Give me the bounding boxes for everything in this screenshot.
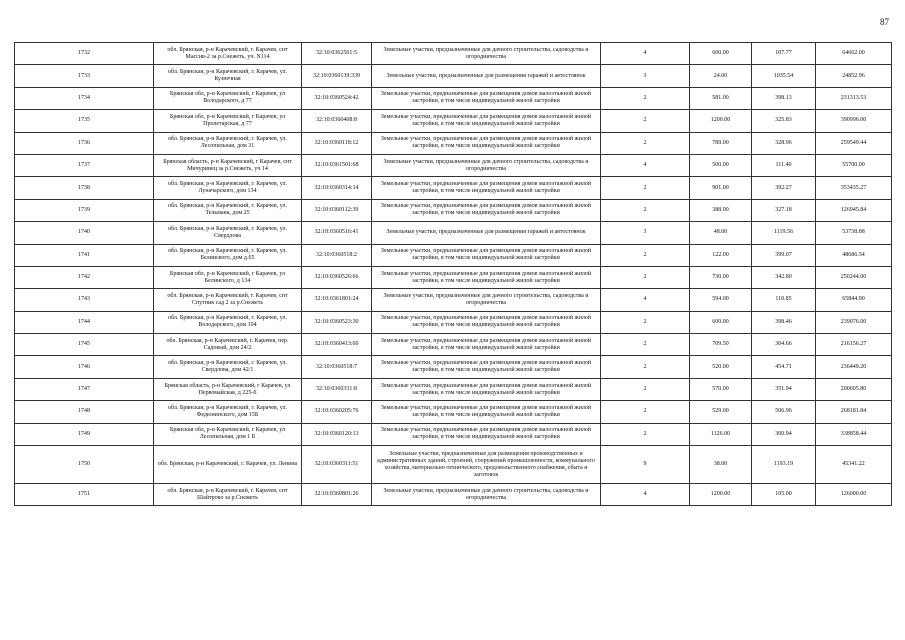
land-use-cell: Земельные участки, предназначенные для размещения домов малоэтажной жилой застройки, в том числе индивидуальной жилой застройки	[372, 266, 601, 288]
table-row	[15, 401, 892, 423]
cadastral-number-cell: 32:10:0360516:41	[302, 222, 372, 244]
row-number-cell: 1749	[15, 423, 154, 445]
address-cell: обл. Брянская, р-н Карачевский, г. Карачев, снт Шайтрово за р.Снежеть	[154, 484, 302, 506]
land-use-cell: Земельные участки, предназначенные для дачного строительства, садоводства и огородничества	[372, 289, 601, 311]
table-row	[15, 356, 892, 378]
group-cell: 2	[601, 110, 690, 132]
rate-cell: 300.94	[752, 423, 816, 445]
group-cell: 2	[601, 177, 690, 199]
area-cell: 388.00	[690, 199, 752, 221]
cadastral-value-cell: 390996.00	[816, 110, 892, 132]
address-cell: Брянская обл, р-н Карачевский, г Карачев, ул Белинского, д 134	[154, 266, 302, 288]
cadastral-number-cell: 32:10:0360526:66	[302, 266, 372, 288]
area-cell: 709.50	[690, 334, 752, 356]
address-cell: обл. Брянская, р-н Карачевский, г. Карачев, ул. Луначарского, дом 134	[154, 177, 302, 199]
cadastral-number-cell: 32:10:0360118:12	[302, 132, 372, 154]
row-number-cell: 1737	[15, 154, 154, 176]
address-cell: обл. Брянская, р-н Карачевский, г. Карачев, ул. Свердлова, дом 42/1	[154, 356, 302, 378]
rate-cell: 1035.54	[752, 65, 816, 87]
cadastral-number-cell: 32:10:0360524:42	[302, 87, 372, 109]
table-row	[15, 87, 892, 109]
cadastral-number-cell: 32:10:0360801:26	[302, 484, 372, 506]
area-cell: 901.00	[690, 177, 752, 199]
address-cell: обл. Брянская, р-н Карачевский, г. Карачев, снт Спутник сад 2 за р.Снежеть	[154, 289, 302, 311]
group-cell: 2	[601, 423, 690, 445]
rate-cell: 107.77	[752, 43, 816, 65]
cadastral-value-cell: 231313.53	[816, 87, 892, 109]
table-row	[15, 423, 892, 445]
page-number: 87	[880, 17, 889, 27]
cadastral-value-cell: 55700.00	[816, 154, 892, 176]
address-cell: Брянская обл, р-н Карачевский, г Карачев, ул Пролетарская, д 77	[154, 110, 302, 132]
land-use-cell: Земельные участки, предназначенные для размещения домов малоэтажной жилой застройки, в том числе индивидуальной жилой застройки	[372, 401, 601, 423]
row-number-cell: 1748	[15, 401, 154, 423]
area-cell: 500.00	[690, 154, 752, 176]
group-cell: 2	[601, 356, 690, 378]
cadastral-value-cell: 64662.00	[816, 43, 892, 65]
cadastral-value-cell: 48686.54	[816, 244, 892, 266]
cadastral-number-cell: 32:10:0360139:339	[302, 65, 372, 87]
address-cell: обл. Брянская, р-н Карачевский, г. Карачев, ул. Володарского, дом 104	[154, 311, 302, 333]
land-use-cell: Земельные участки, предназначенные для размещения домов малоэтажной жилой застройки, в том числе индивидуальной жилой застройки	[372, 356, 601, 378]
area-cell: 38.00	[690, 446, 752, 484]
table-row	[15, 222, 892, 244]
group-cell: 4	[601, 484, 690, 506]
rate-cell: 325.83	[752, 110, 816, 132]
group-cell: 9	[601, 446, 690, 484]
land-use-cell: Земельные участки, предназначенные для размещения домов малоэтажной жилой застройки, в том числе индивидуальной жилой застройки	[372, 311, 601, 333]
group-cell: 3	[601, 65, 690, 87]
group-cell: 4	[601, 43, 690, 65]
group-cell: 4	[601, 289, 690, 311]
group-cell: 2	[601, 87, 690, 109]
table-row	[15, 199, 892, 221]
row-number-cell: 1747	[15, 378, 154, 400]
rate-cell: 105.00	[752, 484, 816, 506]
area-cell: 24.00	[690, 65, 752, 87]
rate-cell: 110.85	[752, 289, 816, 311]
table-row	[15, 154, 892, 176]
row-number-cell: 1739	[15, 199, 154, 221]
row-number-cell: 1750	[15, 446, 154, 484]
land-parcels-table	[14, 42, 892, 506]
cadastral-number-cell: 32:10:0360120:13	[302, 423, 372, 445]
area-cell: 789.00	[690, 132, 752, 154]
group-cell: 2	[601, 378, 690, 400]
land-use-cell: Земельные участки, предназначенные для размещения домов малоэтажной жилой застройки, в том числе индивидуальной жилой застройки	[372, 132, 601, 154]
address-cell: обл. Брянская, р-н Карачевский, г. Карачев, ул. Кузнечная	[154, 65, 302, 87]
rate-cell: 351.94	[752, 378, 816, 400]
row-number-cell: 1738	[15, 177, 154, 199]
table-row	[15, 289, 892, 311]
area-cell: 581.00	[690, 87, 752, 109]
land-use-cell: Земельные участки, предназначенные для дачного строительства, садоводства и огородничества	[372, 484, 601, 506]
row-number-cell: 1744	[15, 311, 154, 333]
row-number-cell: 1746	[15, 356, 154, 378]
address-cell: Брянская область, р-н Карачевский, г Карачев, снт Мичуринец за р.Снежеть, уч 14	[154, 154, 302, 176]
cadastral-value-cell: 236449.20	[816, 356, 892, 378]
rate-cell: 1193.19	[752, 446, 816, 484]
area-cell: 1200.00	[690, 110, 752, 132]
address-cell: обл. Брянская, р-н Карачевский, г. Карачев, ул. Ленина	[154, 446, 302, 484]
row-number-cell: 1751	[15, 484, 154, 506]
cadastral-number-cell: 32:10:0360413:60	[302, 334, 372, 356]
row-number-cell: 1745	[15, 334, 154, 356]
land-use-cell: Земельные участки, предназначенные для размещения домов малоэтажной жилой застройки, в том числе индивидуальной жилой застройки	[372, 110, 601, 132]
land-use-cell: Земельные участки, предназначенные для размещения домов малоэтажной жилой застройки, в том числе индивидуальной жилой застройки	[372, 378, 601, 400]
cadastral-number-cell: 32:10:0360523:30	[302, 311, 372, 333]
cadastral-value-cell: 65844.90	[816, 289, 892, 311]
cadastral-value-cell: 24852.96	[816, 65, 892, 87]
address-cell: Брянская область, р-н Карачевский, г Карачев, ул Первомайская, д 225-б	[154, 378, 302, 400]
cadastral-value-cell: 353435.27	[816, 177, 892, 199]
table-row	[15, 378, 892, 400]
area-cell: 1126.00	[690, 423, 752, 445]
group-cell: 2	[601, 199, 690, 221]
row-number-cell: 1740	[15, 222, 154, 244]
address-cell: обл. Брянская, р-н Карачевский, г. Карачев, снт Массив-2 за р.Снежеть, уч. N114	[154, 43, 302, 65]
group-cell: 2	[601, 132, 690, 154]
cadastral-number-cell: 32:10:0361801:24	[302, 289, 372, 311]
cadastral-number-cell: 32:10:0360518:2	[302, 244, 372, 266]
cadastral-value-cell: 268181.84	[816, 401, 892, 423]
area-cell: 600.00	[690, 311, 752, 333]
group-cell: 4	[601, 154, 690, 176]
table-row	[15, 110, 892, 132]
cadastral-number-cell: 32:10:0360314:14	[302, 177, 372, 199]
cadastral-value-cell: 216156.27	[816, 334, 892, 356]
area-cell: 594.00	[690, 289, 752, 311]
group-cell: 2	[601, 334, 690, 356]
cadastral-value-cell: 200605.80	[816, 378, 892, 400]
rate-cell: 342.80	[752, 266, 816, 288]
land-use-cell: Земельные участки, предназначенные для размещения домов малоэтажной жилой застройки, в том числе индивидуальной жилой застройки	[372, 334, 601, 356]
cadastral-number-cell: 32:10:0362501:5	[302, 43, 372, 65]
cadastral-value-cell: 126945.84	[816, 199, 892, 221]
rate-cell: 398.46	[752, 311, 816, 333]
area-cell: 730.00	[690, 266, 752, 288]
land-use-cell: Земельные участки, предназначенные для размещения домов малоэтажной жилой застройки, в том числе индивидуальной жилой застройки	[372, 423, 601, 445]
group-cell: 2	[601, 244, 690, 266]
row-number-cell: 1734	[15, 87, 154, 109]
address-cell: обл. Брянская, р-н Карачевский, г. Карачев, ул. Лесопильная, дом 31	[154, 132, 302, 154]
rate-cell: 392.27	[752, 177, 816, 199]
table-row	[15, 266, 892, 288]
group-cell: 2	[601, 401, 690, 423]
rate-cell: 1119.56	[752, 222, 816, 244]
row-number-cell: 1733	[15, 65, 154, 87]
cadastral-value-cell: 239076.00	[816, 311, 892, 333]
cadastral-value-cell: 53738.88	[816, 222, 892, 244]
land-use-cell: Земельные участки, предназначенные для размещения домов малоэтажной жилой застройки, в том числе индивидуальной жилой застройки	[372, 199, 601, 221]
row-number-cell: 1736	[15, 132, 154, 154]
land-use-cell: Земельные участки, предназначенные для дачного строительства, садоводства и огородничества	[372, 43, 601, 65]
group-cell: 2	[601, 266, 690, 288]
land-use-cell: Земельные участки, предназначенные для размещения гаражей и автостоянок	[372, 222, 601, 244]
cadastral-number-cell: 32:10:0360205:76	[302, 401, 372, 423]
rate-cell: 454.71	[752, 356, 816, 378]
group-cell: 3	[601, 222, 690, 244]
address-cell: обл. Брянская, р-н Карачевский, г. Карачев, ул. Тельмана, дом 25	[154, 199, 302, 221]
cadastral-number-cell: 32:10:0361501:68	[302, 154, 372, 176]
cadastral-value-cell: 259549.44	[816, 132, 892, 154]
cadastral-number-cell: 32:10:0360112:39	[302, 199, 372, 221]
table-row	[15, 177, 892, 199]
cadastral-value-cell: 250244.00	[816, 266, 892, 288]
table-row	[15, 65, 892, 87]
row-number-cell: 1735	[15, 110, 154, 132]
cadastral-value-cell: 126000.00	[816, 484, 892, 506]
land-use-cell: Земельные участки, предназначенные для размещения домов малоэтажной жилой застройки, в том числе индивидуальной жилой застройки	[372, 244, 601, 266]
row-number-cell: 1743	[15, 289, 154, 311]
area-cell: 48.00	[690, 222, 752, 244]
rate-cell: 399.07	[752, 244, 816, 266]
group-cell: 2	[601, 311, 690, 333]
land-use-cell: Земельные участки, предназначенные для дачного строительства, садоводства и огородничества	[372, 154, 601, 176]
cadastral-number-cell: 32:10:0360311:51	[302, 446, 372, 484]
row-number-cell: 1741	[15, 244, 154, 266]
land-use-cell: Земельные участки, предназначенные для размещения гаражей и автостоянок	[372, 65, 601, 87]
table-row	[15, 244, 892, 266]
rate-cell: 398.13	[752, 87, 816, 109]
table-row	[15, 311, 892, 333]
address-cell: Брянская обл, р-н Карачевский, г Карачев, ул Володарского, д 77	[154, 87, 302, 109]
address-cell: обл. Брянская, р-н Карачевский, г. Карачев, ул. Свердлова	[154, 222, 302, 244]
table-row	[15, 132, 892, 154]
area-cell: 529.00	[690, 401, 752, 423]
rate-cell: 328.96	[752, 132, 816, 154]
area-cell: 122.00	[690, 244, 752, 266]
rate-cell: 506.96	[752, 401, 816, 423]
table-row	[15, 484, 892, 506]
land-use-cell: Земельные участки, предназначенные для размещения производственных и административных зданий, строений, сооружений промышленности, коммунального хозяйства, материально-технического, продовольственного снабжения, сбыта и заготовок	[372, 446, 601, 484]
area-cell: 520.00	[690, 356, 752, 378]
address-cell: обл. Брянская, р-н Карачевский, г. Карачев, пер. Садовый, дом 24/2	[154, 334, 302, 356]
cadastral-value-cell: 338858.44	[816, 423, 892, 445]
table-row	[15, 334, 892, 356]
land-use-cell: Земельные участки, предназначенные для размещения домов малоэтажной жилой застройки, в том числе индивидуальной жилой застройки	[372, 87, 601, 109]
table-row	[15, 43, 892, 65]
address-cell: Брянская обл, р-н Карачевский, г Карачев, ул Лесопильная, дом 1 Б	[154, 423, 302, 445]
area-cell: 1200.00	[690, 484, 752, 506]
cadastral-number-cell: 32:10:0360408:8	[302, 110, 372, 132]
rate-cell: 304.66	[752, 334, 816, 356]
cadastral-number-cell: 32:10:0360331:8	[302, 378, 372, 400]
row-number-cell: 1742	[15, 266, 154, 288]
area-cell: 600.00	[690, 43, 752, 65]
address-cell: обл. Брянская, р-н Карачевский, г. Карачев, ул. Белинского, дом д.65	[154, 244, 302, 266]
table-row	[15, 446, 892, 484]
land-use-cell: Земельные участки, предназначенные для размещения домов малоэтажной жилой застройки, в том числе индивидуальной жилой застройки	[372, 177, 601, 199]
area-cell: 570.00	[690, 378, 752, 400]
rate-cell: 111.40	[752, 154, 816, 176]
rate-cell: 327.18	[752, 199, 816, 221]
address-cell: обл. Брянская, р-н Карачевский, г. Карачев, ул. Федюнинского, дом 15Б	[154, 401, 302, 423]
cadastral-number-cell: 32:10:0360518:7	[302, 356, 372, 378]
row-number-cell: 1732	[15, 43, 154, 65]
cadastral-value-cell: 45341.22	[816, 446, 892, 484]
